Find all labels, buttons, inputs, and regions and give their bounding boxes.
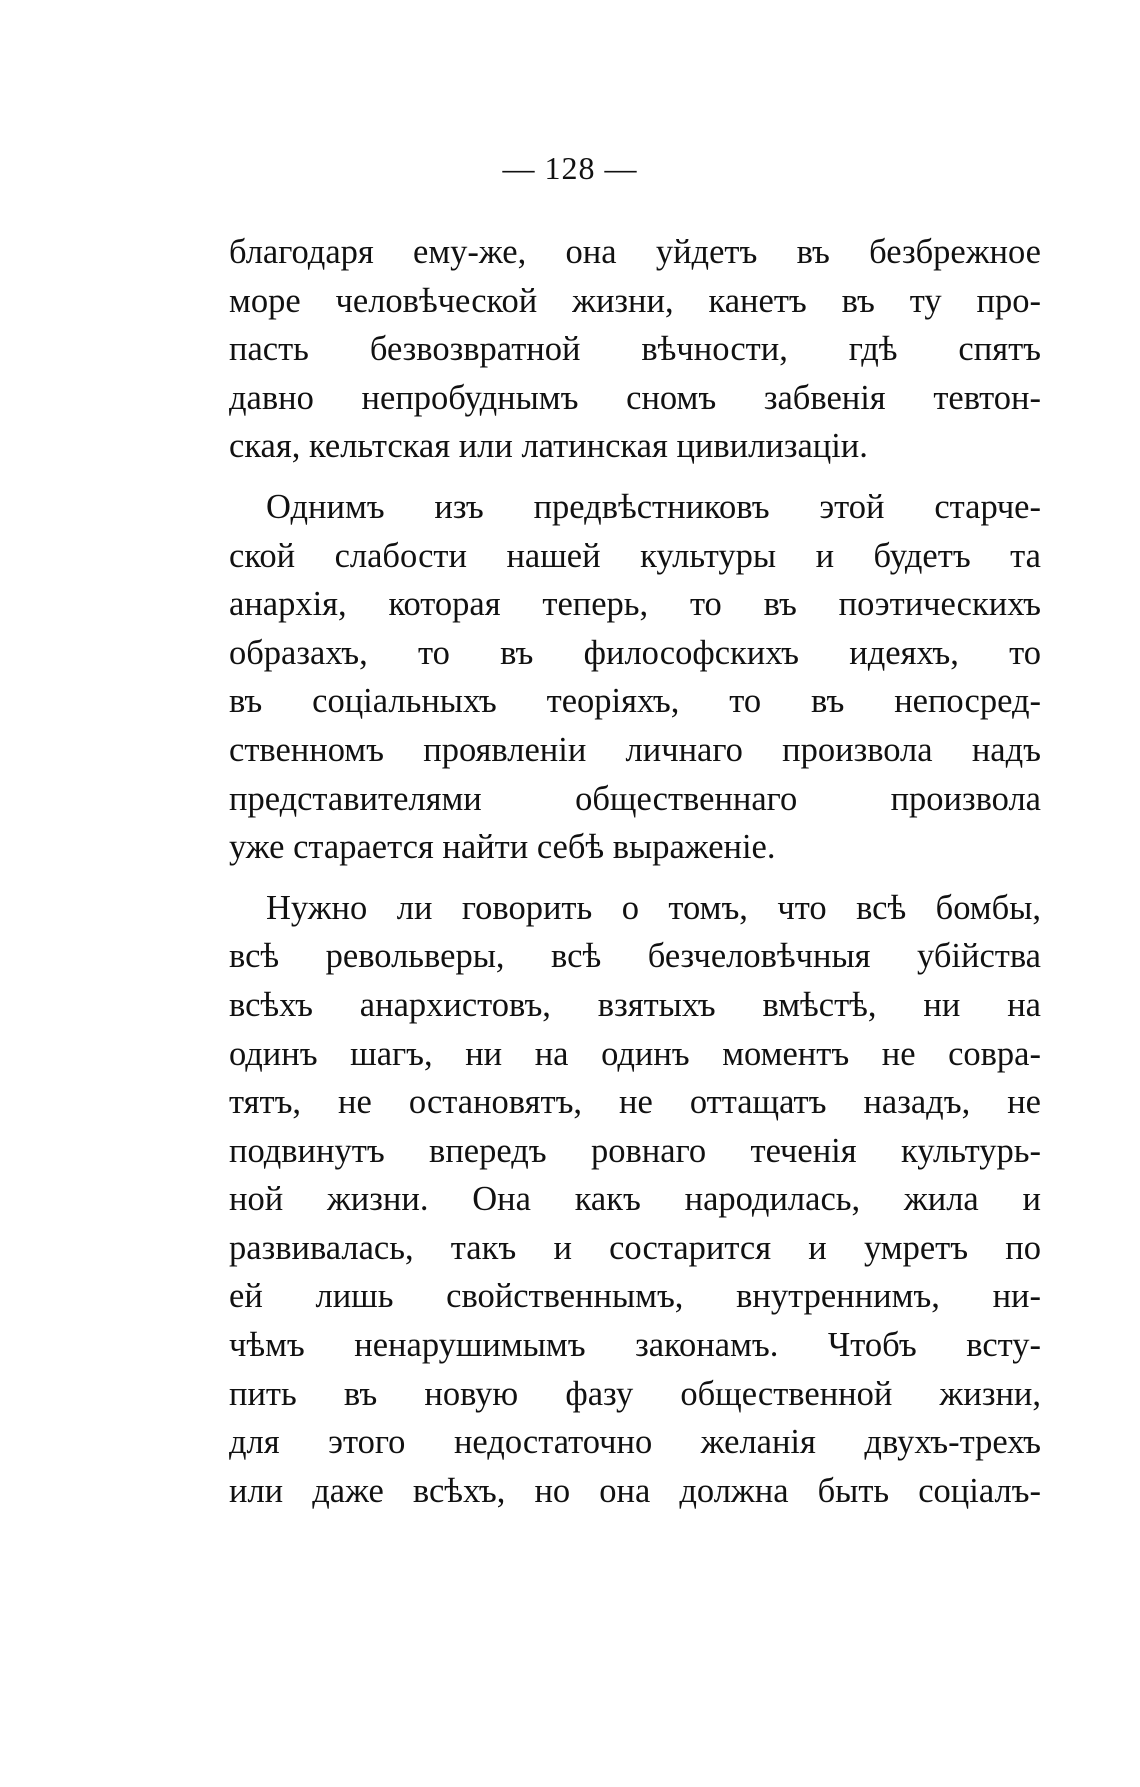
text-line: тятъ, не остановятъ, не оттащатъ назадъ, не bbox=[229, 1083, 1041, 1122]
text-line: ская, кельтская или латинская цивилизаціи. bbox=[229, 427, 868, 466]
text-line: всѣ револьверы, всѣ безчеловѣчныя убійства bbox=[229, 937, 1041, 976]
text-line: море человѣческой жизни, канетъ въ ту про- bbox=[229, 281, 1041, 320]
text-line: или даже всѣхъ, но она должна быть соціалъ- bbox=[229, 1471, 1041, 1510]
text-line: ной жизни. Она какъ народилась, жила и bbox=[229, 1180, 1041, 1219]
paragraph-2 bbox=[229, 483, 1041, 872]
text-line: давно непробуднымъ сномъ забвенія тевтон- bbox=[229, 378, 1041, 417]
paragraph-gap bbox=[229, 872, 1041, 884]
text-line: пасть безвозвратной вѣчности, гдѣ спятъ bbox=[229, 330, 1041, 369]
text-line: одинъ шагъ, ни на одинъ моментъ не совра- bbox=[229, 1034, 1041, 1073]
text-line: ей лишь свойственнымъ, внутреннимъ, ни- bbox=[229, 1277, 1041, 1316]
text-line: представителями общественнаго произвола bbox=[229, 779, 1041, 818]
text-line: Однимъ изъ предвѣстниковъ этой старче- bbox=[266, 487, 1041, 526]
text-line: развивалась, такъ и состарится и умретъ по bbox=[229, 1228, 1041, 1267]
paragraph-1 bbox=[229, 228, 1041, 471]
page-number: — 128 — bbox=[502, 150, 638, 186]
text-line: всѣхъ анархистовъ, взятыхъ вмѣстѣ, ни на bbox=[229, 985, 1041, 1024]
text-line: подвинутъ впередъ ровнаго теченія культурь- bbox=[229, 1131, 1041, 1170]
text-line: въ соціальныхъ теоріяхъ, то въ непосред- bbox=[229, 682, 1041, 721]
text-line: анархія, которая теперь, то въ поэтическихъ bbox=[229, 585, 1041, 624]
text-line: образахъ, то въ философскихъ идеяхъ, то bbox=[229, 633, 1041, 672]
text-line: уже старается найти себѣ выраженіе. bbox=[229, 828, 776, 867]
text-line: ской слабости нашей культуры и будетъ та bbox=[229, 536, 1041, 575]
paragraph-gap bbox=[229, 471, 1041, 483]
text-line: пить въ новую фазу общественной жизни, bbox=[229, 1374, 1041, 1413]
paragraph-3 bbox=[229, 884, 1041, 1516]
text-line: Нужно ли говорить о томъ, что всѣ бомбы, bbox=[266, 888, 1041, 927]
text-line: для этого недостаточно желанія двухъ-трехъ bbox=[229, 1423, 1041, 1462]
text-line: благодаря ему-же, она уйдетъ въ безбрежное bbox=[229, 233, 1041, 271]
text-line: чѣмъ ненарушимымъ законамъ. Чтобъ всту- bbox=[229, 1326, 1041, 1365]
text-line: ственномъ проявленіи личнаго произвола надъ bbox=[229, 730, 1041, 769]
page-text bbox=[229, 228, 1041, 1515]
